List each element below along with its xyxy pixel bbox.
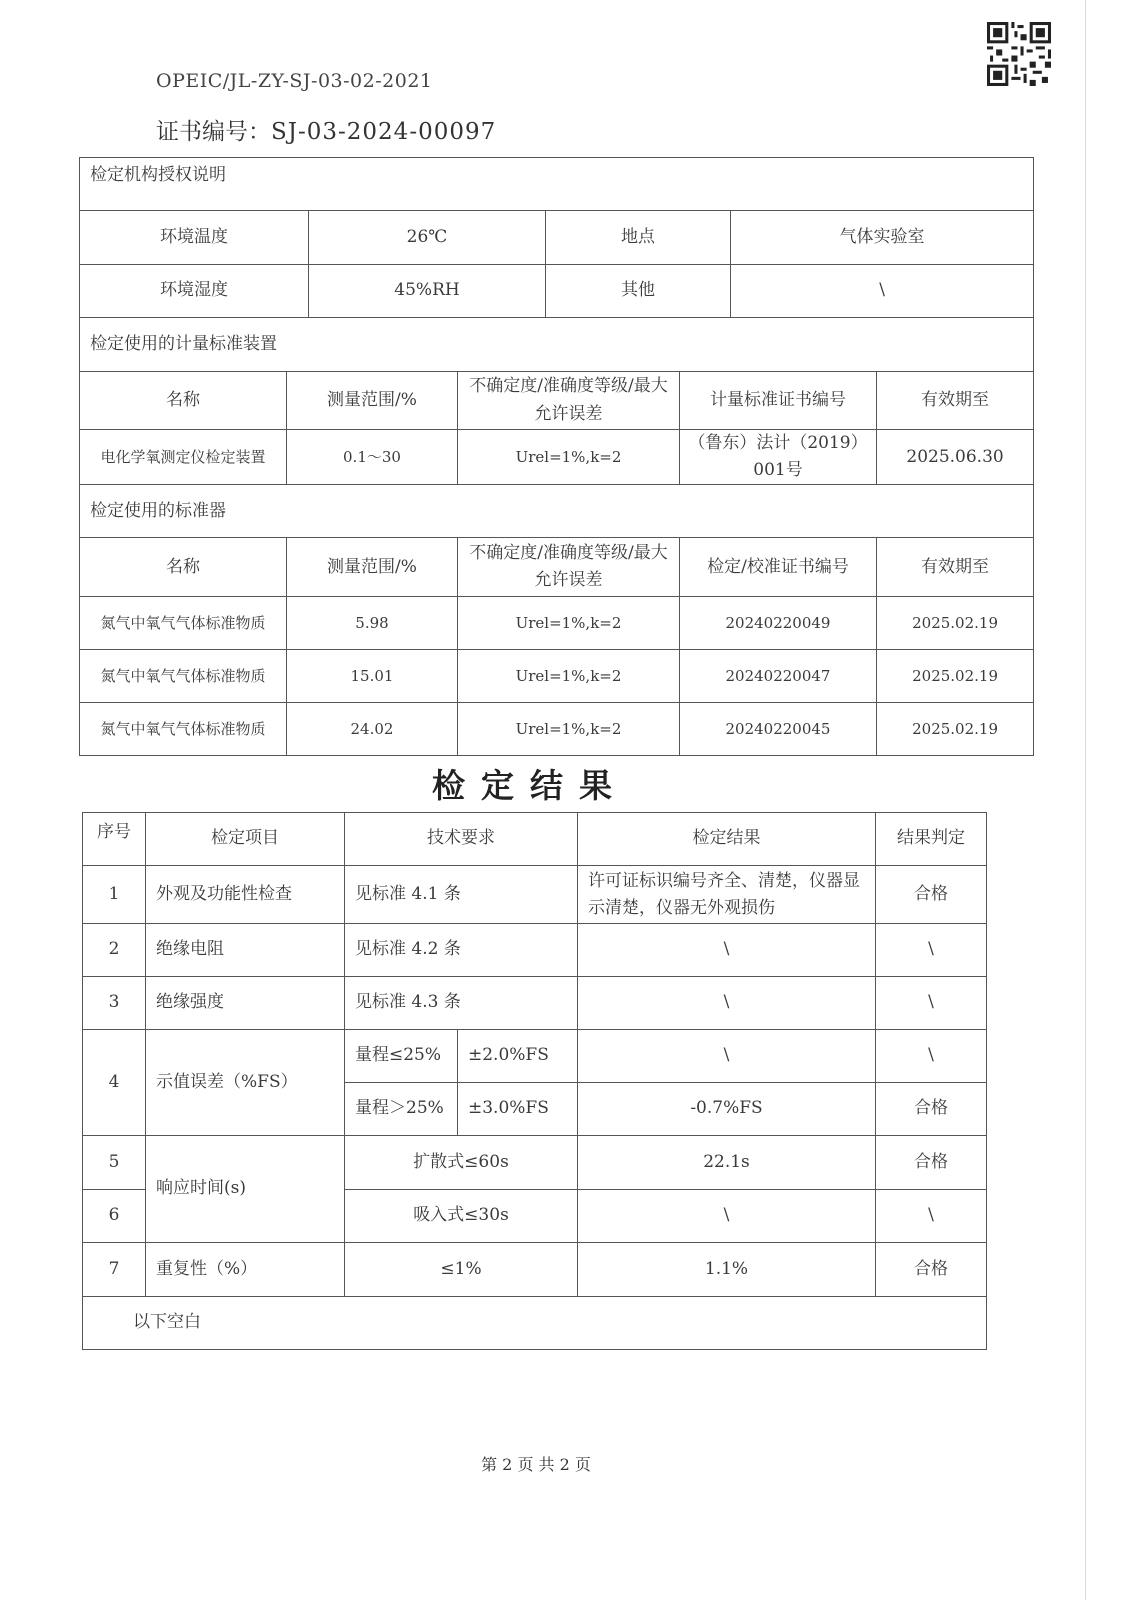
results-header-result: 检定结果 [578,813,876,866]
material-range: 15.01 [287,650,458,703]
device-range: 0.1～30 [287,430,458,485]
result-no: 2 [83,924,146,977]
material-uncertainty: Urel=1%,k=2 [458,597,680,650]
table-row [80,650,1034,703]
device-header-cert: 计量标准证书编号 [680,372,877,430]
result-no: 7 [83,1243,146,1297]
standard-materials-section-title: 检定使用的标准器 [80,485,1034,538]
result-item: 重复性（%） [146,1243,345,1297]
blank-below-note: 以下空白 [83,1297,987,1350]
material-name: 氮气中氧气气体标准物质 [80,703,287,756]
result-value: \ [578,1030,876,1083]
material-header-cert: 检定/校准证书编号 [680,538,877,597]
result-value: \ [578,977,876,1030]
result-requirement: ≤1% [345,1243,578,1297]
table-row [80,703,1034,756]
certificate-number-label: 证书编号： [156,119,271,145]
env-humidity-value: 45%RH [309,265,546,318]
env-location-label: 地点 [546,211,731,265]
result-judgement: 合格 [876,866,987,924]
result-value: 1.1% [578,1243,876,1297]
material-name: 氮气中氧气气体标准物质 [80,650,287,703]
device-header-expiry: 有效期至 [877,372,1034,430]
result-no: 1 [83,866,146,924]
material-expiry: 2025.02.19 [877,597,1034,650]
material-header-range: 测量范围/% [287,538,458,597]
result-limit: ±2.0%FS [458,1030,578,1083]
table-row [83,977,987,1030]
material-header-expiry: 有效期至 [877,538,1034,597]
result-judgement: 合格 [876,1243,987,1297]
device-name: 电化学氧测定仪检定装置 [80,430,287,485]
result-no: 4 [83,1030,146,1136]
document-code: OPEIC/JL-ZY-SJ-03-02-2021 [156,70,433,92]
material-range: 5.98 [287,597,458,650]
material-expiry: 2025.02.19 [877,650,1034,703]
material-expiry: 2025.02.19 [877,703,1034,756]
result-value: \ [578,924,876,977]
result-range-condition: 量程≤25% [345,1030,458,1083]
result-value: 22.1s [578,1136,876,1190]
material-uncertainty: Urel=1%,k=2 [458,650,680,703]
material-uncertainty: Urel=1%,k=2 [458,703,680,756]
device-cert: （鲁东）法计（2019）001号 [680,430,877,485]
result-limit: ±3.0%FS [458,1083,578,1136]
result-requirement: 扩散式≤60s [345,1136,578,1190]
qr-code-icon [987,22,1051,86]
result-judgement: \ [876,977,987,1030]
device-header-name: 名称 [80,372,287,430]
result-requirement: 见标准 4.2 条 [345,924,578,977]
material-cert: 20240220047 [680,650,877,703]
material-cert: 20240220045 [680,703,877,756]
result-judgement: \ [876,1030,987,1083]
calibration-info-table [79,157,1034,756]
result-value: \ [578,1190,876,1243]
result-judgement: \ [876,1190,987,1243]
result-judgement: 合格 [876,1136,987,1190]
page-number: 第 2 页 共 2 页 [481,1455,591,1474]
standard-device-section-title: 检定使用的计量标准装置 [80,318,1034,372]
result-range-condition: 量程＞25% [345,1083,458,1136]
env-temp-label: 环境温度 [80,211,309,265]
results-title: 检定结果 [432,766,628,805]
result-requirement: 见标准 4.1 条 [345,866,578,924]
env-other-value: \ [731,265,1034,318]
result-requirement: 吸入式≤30s [345,1190,578,1243]
material-range: 24.02 [287,703,458,756]
result-item: 响应时间(s) [146,1136,345,1243]
results-table [82,812,987,1350]
result-judgement: \ [876,924,987,977]
results-header-no: 序号 [83,813,146,866]
result-item: 绝缘电阻 [146,924,345,977]
device-header-uncertainty: 不确定度/准确度等级/最大允许误差 [458,372,680,430]
result-item: 外观及功能性检查 [146,866,345,924]
result-value: -0.7%FS [578,1083,876,1136]
result-item: 绝缘强度 [146,977,345,1030]
results-header-req: 技术要求 [345,813,578,866]
env-humidity-label: 环境湿度 [80,265,309,318]
material-header-name: 名称 [80,538,287,597]
result-no: 6 [83,1190,146,1243]
result-item: 示值误差（%FS） [146,1030,345,1136]
env-other-label: 其他 [546,265,731,318]
table-row [80,597,1034,650]
result-no: 5 [83,1136,146,1190]
table-row [83,1030,987,1083]
table-row [83,866,987,924]
result-value: 许可证标识编号齐全、清楚，仪器显示清楚，仪器无外观损伤 [578,866,876,924]
env-location-value: 气体实验室 [731,211,1034,265]
table-row [83,1136,987,1190]
results-header-judge: 结果判定 [876,813,987,866]
certificate-number-value: SJ-03-2024-00097 [271,119,497,145]
env-temp-value: 26℃ [309,211,546,265]
material-header-uncertainty: 不确定度/准确度等级/最大允许误差 [458,538,680,597]
device-uncertainty: Urel=1%,k=2 [458,430,680,485]
result-judgement: 合格 [876,1083,987,1136]
certificate-number [156,113,496,146]
device-expiry: 2025.06.30 [877,430,1034,485]
result-requirement: 见标准 4.3 条 [345,977,578,1030]
table-row [83,1243,987,1297]
result-no: 3 [83,977,146,1030]
material-name: 氮气中氧气气体标准物质 [80,597,287,650]
device-header-range: 测量范围/% [287,372,458,430]
material-cert: 20240220049 [680,597,877,650]
authorization-section-title: 检定机构授权说明 [80,158,1034,211]
results-header-item: 检定项目 [146,813,345,866]
scan-edge-line [1085,0,1086,1600]
table-row [83,924,987,977]
